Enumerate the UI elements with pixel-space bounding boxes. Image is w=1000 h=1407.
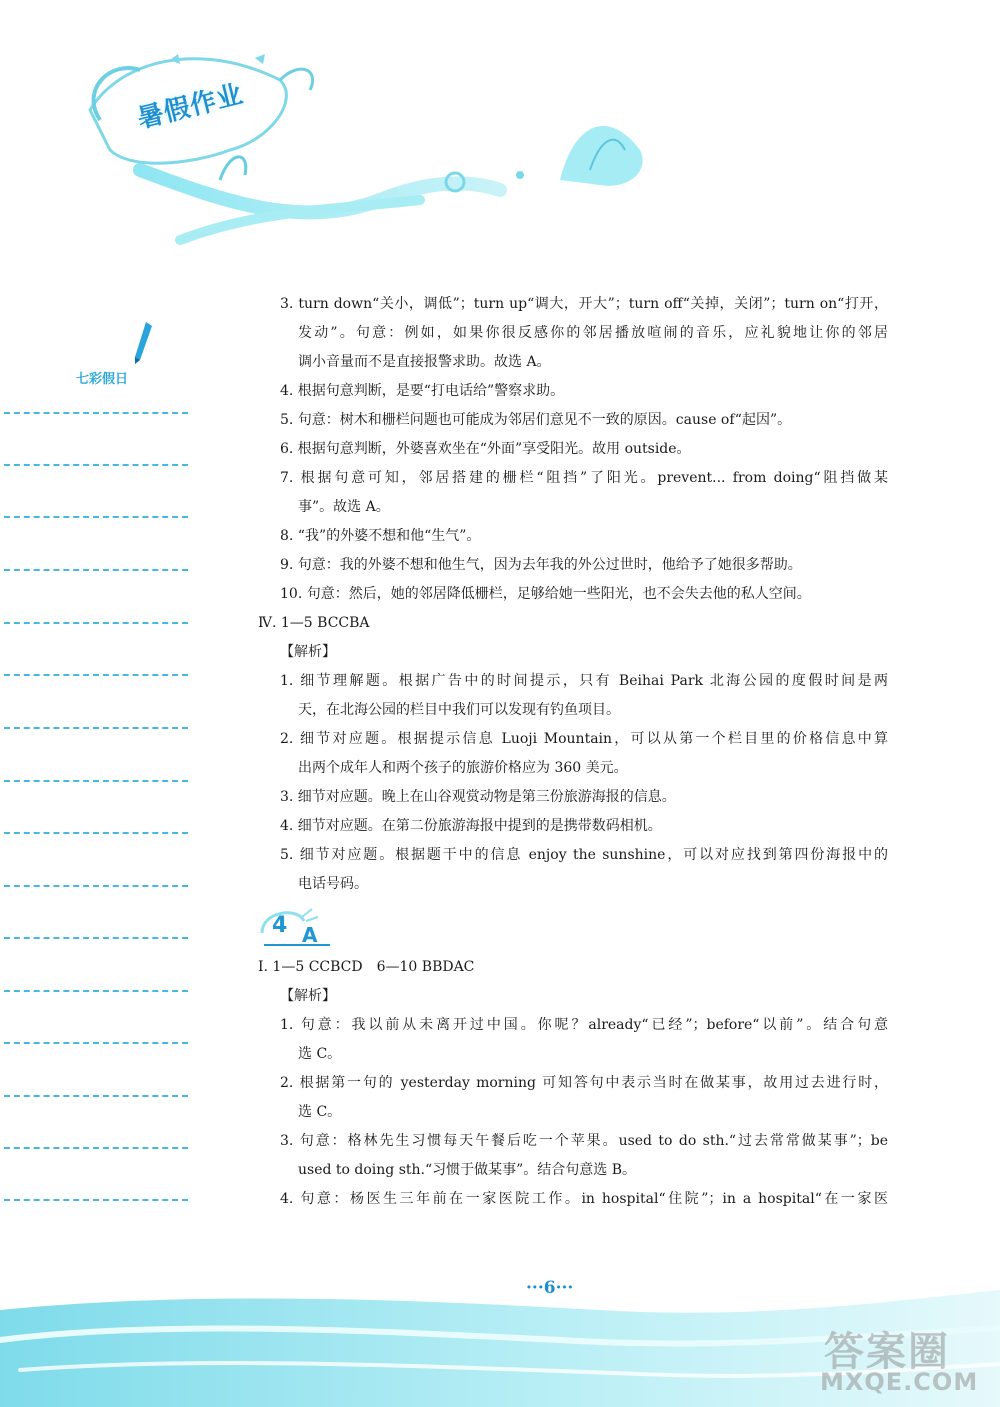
text-line: 9. 句意：我的外婆不想和他生气，因为去年我的外公过世时，他给予了她很多帮助。 [280,557,802,573]
margin-line [4,464,188,466]
margin-line [4,1095,188,1097]
answer-key-line: Ⅳ. 1—5 BCCBA [258,615,370,631]
text-line: 事”。故选 A。 [298,499,390,515]
text-line: 7. 根据句意可知，邻居搭建的栅栏“阻挡”了阳光。prevent... from doing“阻挡做某 [280,470,888,486]
margin-line [4,937,188,939]
section-number: 4 [272,913,288,938]
text-line: 5. 细节对应题。根据题干中的信息 enjoy the sunshine，可以对应找到第四份海报中的 [280,847,888,863]
margin-line [4,727,188,729]
text-line: 4. 根据句意判断，是要“打电话给”警察求助。 [280,383,565,399]
margin-line [4,885,188,887]
margin-line [4,569,188,571]
text-line: 3. 细节对应题。晚上在山谷观赏动物是第三份旅游海报的信息。 [280,789,676,805]
text-line: 3. 句意：格林先生习惯每天午餐后吃一个苹果。used to do sth.“过去常常做某事”；be [280,1133,888,1149]
header-title: 暑假作业 [134,79,247,135]
pen-icon [132,320,154,368]
text-line: 10. 句意：然后，她的邻居降低栅栏，足够给她一些阳光，也不会失去他的私人空间。 [280,586,811,602]
answer-content [258,290,888,1214]
margin-line [4,1147,188,1149]
text-line: 1. 句意：我以前从未离开过中国。你呢？already“已经”；before“以前”。结合句意 [280,1017,888,1033]
analysis-heading: 【解析】 [280,644,336,660]
page-number: ···6··· [526,1278,574,1298]
text-line: 6. 根据句意判断，外婆喜欢坐在“外面”享受阳光。故用 outside。 [280,441,691,457]
text-line: used to doing sth.“习惯于做某事”。结合句意选 B。 [298,1162,637,1178]
text-line: 2. 细节对应题。根据提示信息 Luoji Mountain，可以从第一个栏目里的价格信息中算 [280,731,888,747]
text-line: 选 C。 [298,1104,342,1120]
watermark-logo: 答案圈 [824,1329,950,1375]
margin-line [4,412,188,414]
margin-line [4,990,188,992]
text-line: 出两个成年人和两个孩子的旅游价格应为 360 美元。 [298,760,628,776]
text-line: 5. 句意：树木和栅栏问题也可能成为邻居们意见不一致的原因。cause of“起因”。 [280,412,792,428]
text-line: 4. 细节对应题。在第二份旅游海报中提到的是携带数码相机。 [280,818,662,834]
text-line: 选 C。 [298,1046,342,1062]
margin-line [4,780,188,782]
text-line: 3. turn down“关小，调低”；turn up“调大，开大”；turn off“关掉，关闭”；turn on“打开， [280,296,888,312]
margin-line [4,1199,188,1201]
text-line: 发动”。句意：例如，如果你很反感你的邻居播放喧闹的音乐，应礼貌地让你的邻居 [298,325,888,341]
text-line: 天，在北海公园的栏目中我们可以发现有钓鱼项目。 [298,702,620,718]
text-line: 8. “我”的外婆不想和他“生气”。 [280,528,481,544]
margin-line [4,1042,188,1044]
text-line: 4. 句意：杨医生三年前在一家医院工作。in hospital“住院”；in a hospital“在一家医 [280,1191,888,1207]
section-letter: A [302,923,318,947]
analysis-heading: 【解析】 [280,988,336,1004]
sidebar-label: 七彩假日 [76,372,129,387]
margin-line [4,832,188,834]
text-line: 2. 根据第一句的 yesterday morning 可知答句中表示当时在做某事，故用过去进行时， [280,1075,888,1091]
margin-line [4,516,188,518]
text-line: 调小音量而不是直接报警求助。故选 A。 [298,354,551,370]
section-badge [258,903,888,949]
badge-swirl-icon [258,903,338,949]
text-line: 电话号码。 [298,876,368,892]
text-line: 1. 细节理解题。根据广告中的时间提示，只有 Beihai Park 北海公园的度假时间是两 [280,673,888,689]
margin-line [4,622,188,624]
watermark-url: MXQE.COM [820,1368,979,1396]
answer-key-line: Ⅰ. 1—5 CCBCD 6—10 BBDAC [258,959,475,975]
margin-line [4,674,188,676]
header-decoration [0,0,1000,270]
